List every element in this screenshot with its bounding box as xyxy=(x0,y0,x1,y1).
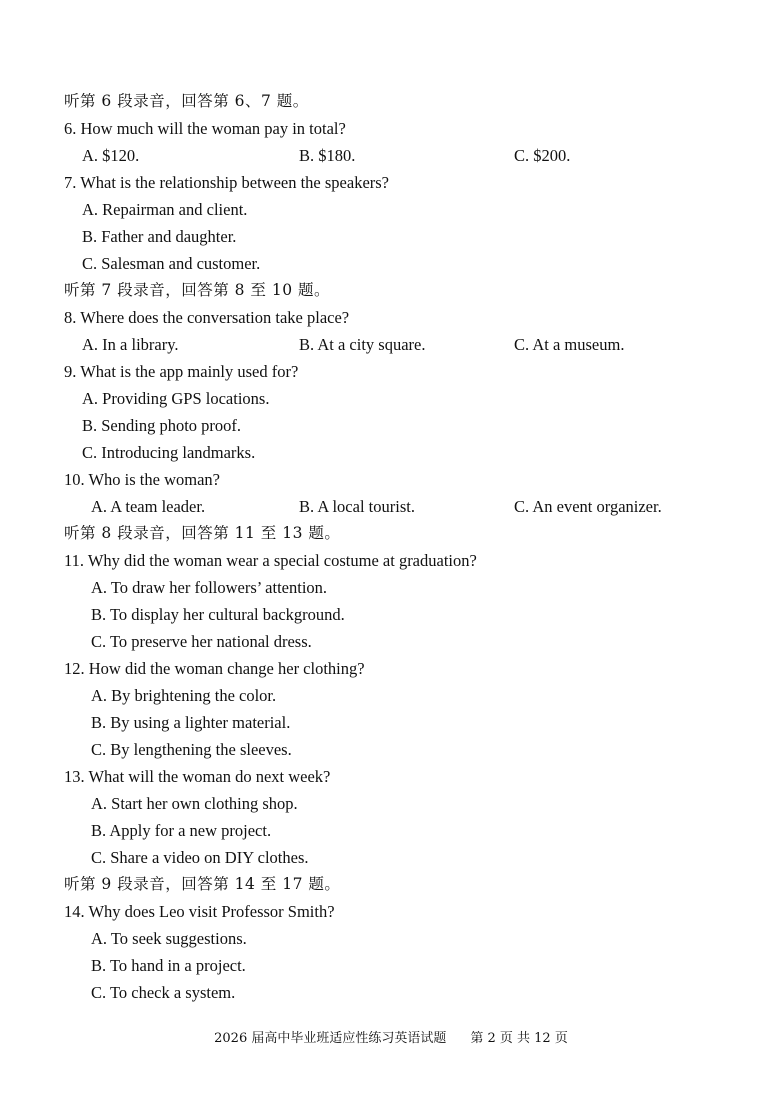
question-10-stem: 10. Who is the woman? xyxy=(64,470,220,489)
question-12-option-a: A. By brightening the color. xyxy=(91,686,277,705)
question-13-stem: 13. What will the woman do next week? xyxy=(64,767,331,786)
question-8-stem: 8. Where does the conversation take place? xyxy=(64,308,350,327)
question-9-stem: 9. What is the app mainly used for? xyxy=(64,362,299,381)
question-13-option-c: C. Share a video on DIY clothes. xyxy=(91,848,309,867)
section-9-heading: 听第 9 段录音，回答第 14 至 17 题。 xyxy=(64,875,341,893)
question-14-option-c: C. To check a system. xyxy=(91,983,236,1002)
question-12-option-b: B. By using a lighter material. xyxy=(91,713,291,732)
question-10-option-a: A. A team leader. xyxy=(91,497,206,516)
question-6-option-a: A. $120. xyxy=(82,146,140,165)
question-10-option-c: C. An event organizer. xyxy=(514,497,662,516)
question-7-stem: 7. What is the relationship between the speakers? xyxy=(64,173,390,192)
question-14-option-a: A. To seek suggestions. xyxy=(91,929,247,948)
question-7-option-c: C. Salesman and customer. xyxy=(82,254,261,273)
question-9-option-a: A. Providing GPS locations. xyxy=(82,389,270,408)
question-13-option-a: A. Start her own clothing shop. xyxy=(91,794,298,813)
question-11-option-a: A. To draw her followers’ attention. xyxy=(91,578,328,597)
footer-exam-title: 2026 届高中毕业班适应性练习英语试题 xyxy=(214,1031,447,1046)
question-11-stem: 11. Why did the woman wear a special costume at graduation? xyxy=(64,551,477,570)
section-7-heading: 听第 7 段录音，回答第 8 至 10 题。 xyxy=(64,281,331,299)
question-6-stem: 6. How much will the woman pay in total? xyxy=(64,119,346,138)
question-8-option-c: C. At a museum. xyxy=(514,335,625,354)
question-11-option-c: C. To preserve her national dress. xyxy=(91,632,312,651)
question-14-option-b: B. To hand in a project. xyxy=(91,956,246,975)
question-10-option-b: B. A local tourist. xyxy=(299,497,415,516)
question-8-option-a: A. In a library. xyxy=(82,335,179,354)
question-13-option-b: B. Apply for a new project. xyxy=(91,821,272,840)
question-14-stem: 14. Why does Leo visit Professor Smith? xyxy=(64,902,335,921)
question-7-option-a: A. Repairman and client. xyxy=(82,200,248,219)
question-9-option-c: C. Introducing landmarks. xyxy=(82,443,256,462)
page-footer xyxy=(0,1029,782,1049)
footer-page-number: 第 2 页 共 12 页 xyxy=(470,1031,568,1046)
question-9-option-b: B. Sending photo proof. xyxy=(82,416,242,435)
question-12-stem: 12. How did the woman change her clothing? xyxy=(64,659,365,678)
section-6-heading: 听第 6 段录音，回答第 6、7 题。 xyxy=(64,92,309,110)
question-6-option-b: B. $180. xyxy=(299,146,356,165)
question-8-option-b: B. At a city square. xyxy=(299,335,426,354)
question-7-option-b: B. Father and daughter. xyxy=(82,227,237,246)
question-11-option-b: B. To display her cultural background. xyxy=(91,605,345,624)
question-12-option-c: C. By lengthening the sleeves. xyxy=(91,740,292,759)
question-6-option-c: C. $200. xyxy=(514,146,571,165)
section-8-heading: 听第 8 段录音，回答第 11 至 13 题。 xyxy=(64,524,341,542)
